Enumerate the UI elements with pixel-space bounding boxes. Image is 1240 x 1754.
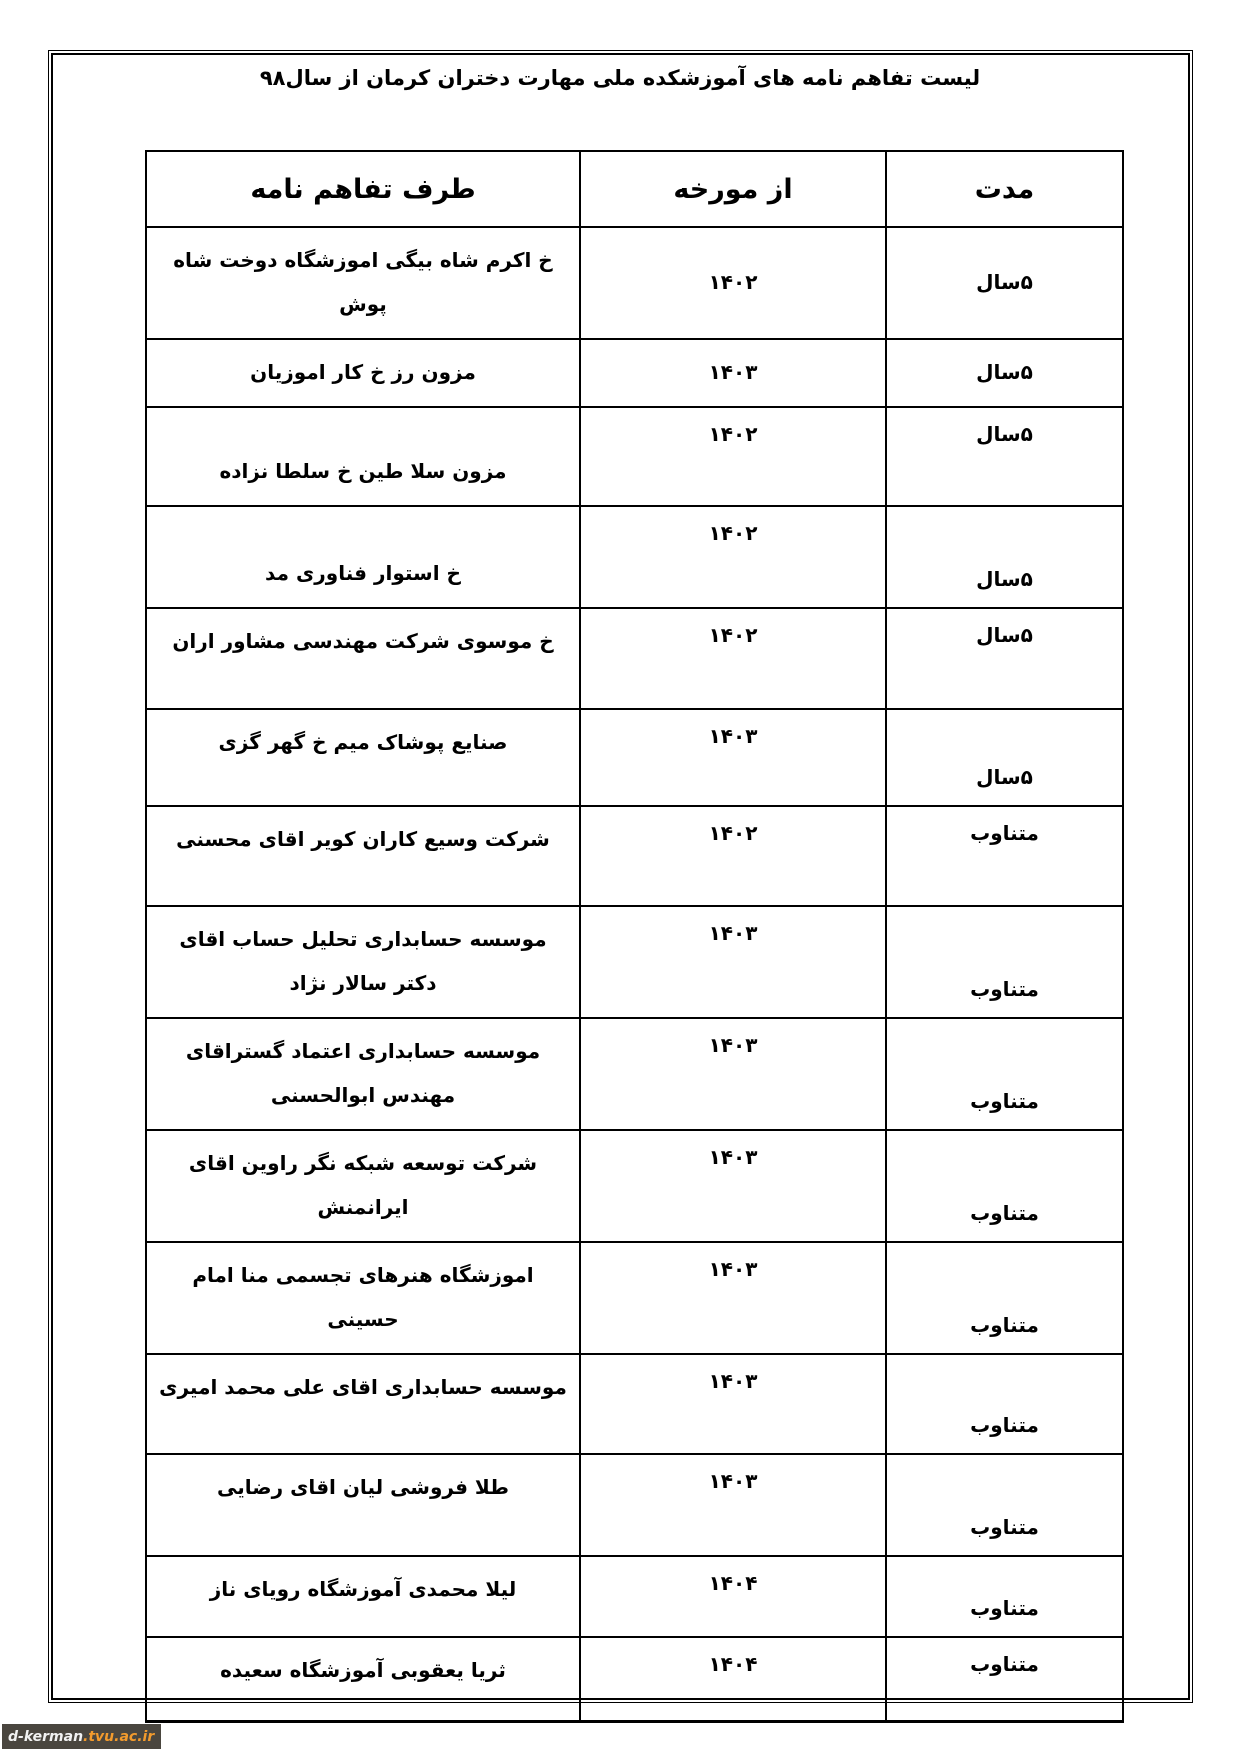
table-row bbox=[146, 339, 1123, 407]
date-cell: ۱۴۰۲ bbox=[580, 806, 886, 906]
date-cell: ۱۴۰۳ bbox=[580, 1242, 886, 1354]
party-cell: موسسه حسابداری اعتماد گستراقای مهندس ابوالحسنی bbox=[146, 1018, 580, 1130]
date-cell: ۱۴۰۳ bbox=[580, 906, 886, 1018]
duration-cell: ۵سال bbox=[886, 339, 1123, 407]
party-cell: خ موسوی شرکت مهندسی مشاور اران bbox=[146, 608, 580, 709]
party-cell: اموزشگاه هنرهای تجسمی منا امام حسینی bbox=[146, 1242, 580, 1354]
date-cell: ۱۴۰۲ bbox=[580, 608, 886, 709]
mou-table bbox=[145, 150, 1124, 1723]
duration-cell: ۵سال bbox=[886, 506, 1123, 608]
document-title: لیست تفاهم نامه های آموزشکده ملی مهارت دختران کرمان از سال۹۸ bbox=[259, 66, 981, 90]
date-cell: ۱۴۰۳ bbox=[580, 1454, 886, 1556]
party-cell: ثریا یعقوبی آموزشگاه سعیده bbox=[146, 1637, 580, 1721]
party-cell: شرکت وسیع کاران کویر اقای محسنی bbox=[146, 806, 580, 906]
site-watermark-badge bbox=[2, 1724, 161, 1749]
date-cell: ۱۴۰۲ bbox=[580, 506, 886, 608]
duration-cell: متناوب bbox=[886, 1556, 1123, 1637]
party-cell: لیلا محمدی آموزشگاه رویای ناز bbox=[146, 1556, 580, 1637]
table-row bbox=[146, 407, 1123, 506]
column-header-duration: مدت bbox=[886, 151, 1123, 227]
duration-cell: متناوب bbox=[886, 1130, 1123, 1242]
date-cell: ۱۴۰۳ bbox=[580, 1018, 886, 1130]
duration-cell: ۵سال bbox=[886, 709, 1123, 806]
date-cell: ۱۴۰۲ bbox=[580, 407, 886, 506]
site-watermark-suffix: .tvu.ac.ir bbox=[83, 1728, 155, 1745]
table-row bbox=[146, 1242, 1123, 1354]
duration-cell: متناوب bbox=[886, 1637, 1123, 1721]
table-row bbox=[146, 1354, 1123, 1454]
date-cell: ۱۴۰۳ bbox=[580, 339, 886, 407]
duration-cell: متناوب bbox=[886, 806, 1123, 906]
party-cell: طلا فروشی لیان اقای رضایی bbox=[146, 1454, 580, 1556]
party-cell: موسسه حسابداری اقای علی محمد امیری bbox=[146, 1354, 580, 1454]
column-header-party: طرف تفاهم نامه bbox=[146, 151, 580, 227]
duration-cell: ۵سال bbox=[886, 407, 1123, 506]
duration-cell: متناوب bbox=[886, 1354, 1123, 1454]
table-row bbox=[146, 1637, 1123, 1721]
party-cell: شرکت توسعه شبکه نگر راوین اقای ایرانمنش bbox=[146, 1130, 580, 1242]
date-cell: ۱۴۰۲ bbox=[580, 227, 886, 339]
duration-cell: متناوب bbox=[886, 1018, 1123, 1130]
table-row bbox=[146, 506, 1123, 608]
date-cell: ۱۴۰۴ bbox=[580, 1556, 886, 1637]
table-row bbox=[146, 1018, 1123, 1130]
date-cell: ۱۴۰۳ bbox=[580, 1130, 886, 1242]
table-row bbox=[146, 227, 1123, 339]
table-row bbox=[146, 1556, 1123, 1637]
column-header-from-date: از مورخه bbox=[580, 151, 886, 227]
table-row bbox=[146, 709, 1123, 806]
table-row bbox=[146, 608, 1123, 709]
party-cell: موسسه حسابداری تحلیل حساب اقای دکتر سالار نژاد bbox=[146, 906, 580, 1018]
party-cell: مزون رز خ کار اموزیان bbox=[146, 339, 580, 407]
site-watermark-prefix: d-kerman bbox=[8, 1728, 84, 1745]
date-cell: ۱۴۰۴ bbox=[580, 1637, 886, 1721]
date-cell: ۱۴۰۳ bbox=[580, 1354, 886, 1454]
date-cell: ۱۴۰۳ bbox=[580, 709, 886, 806]
party-cell: خ استوار فناوری مد bbox=[146, 506, 580, 608]
duration-cell: ۵سال bbox=[886, 227, 1123, 339]
duration-cell: متناوب bbox=[886, 1454, 1123, 1556]
party-cell: خ اکرم شاه بیگی اموزشگاه دوخت شاه پوش bbox=[146, 227, 580, 339]
table-header-row bbox=[146, 151, 1123, 227]
table-row bbox=[146, 1454, 1123, 1556]
party-cell: مزون سلا طین خ سلطا نزاده bbox=[146, 407, 580, 506]
table-row bbox=[146, 906, 1123, 1018]
table-row bbox=[146, 1130, 1123, 1242]
duration-cell: ۵سال bbox=[886, 608, 1123, 709]
duration-cell: متناوب bbox=[886, 906, 1123, 1018]
party-cell: صنایع پوشاک میم خ گهر گزی bbox=[146, 709, 580, 806]
table-row bbox=[146, 806, 1123, 906]
duration-cell: متناوب bbox=[886, 1242, 1123, 1354]
